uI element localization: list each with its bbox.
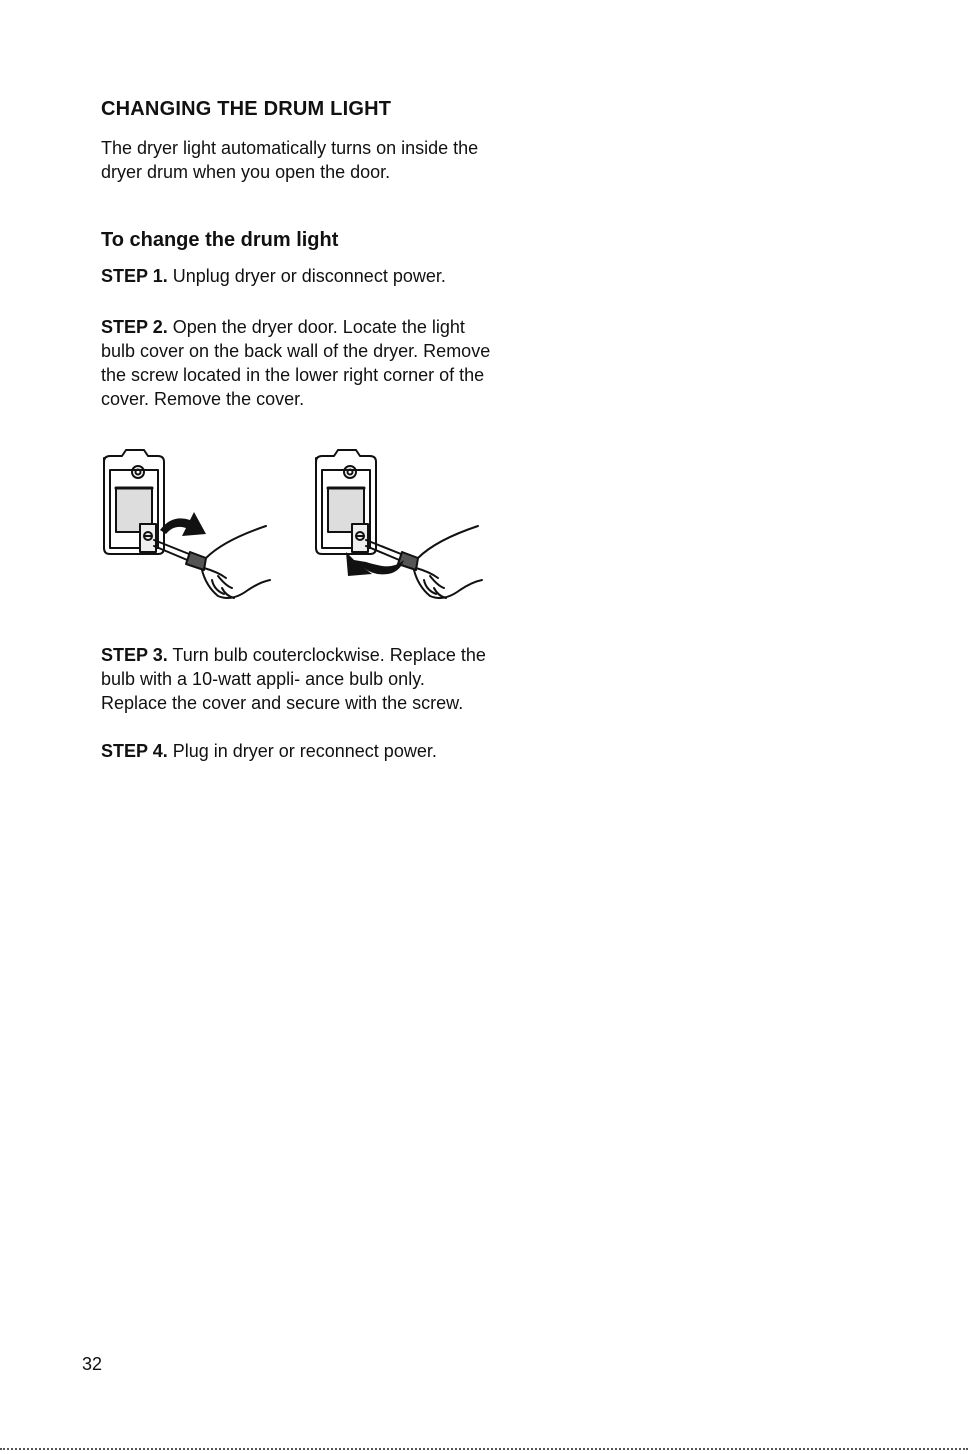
- step-4-label: STEP 4.: [101, 741, 168, 761]
- step-1: [101, 264, 491, 288]
- step-1-label: STEP 1.: [101, 266, 168, 286]
- step-3-text: Turn bulb couterclockwise. Replace the bulb with a 10-watt appli- ance bulb only. Replace the cover and secure with the screw.: [101, 645, 486, 713]
- section-heading: CHANGING THE DRUM LIGHT: [101, 98, 392, 120]
- light-cover-screw-removal-illustration: [98, 440, 278, 610]
- step-4-text: Plug in dryer or reconnect power.: [167, 741, 437, 761]
- light-cover-screw-install-illustration: [310, 440, 490, 610]
- step-1-text: Unplug dryer or disconnect power.: [167, 266, 446, 286]
- step-2-label: STEP 2.: [101, 317, 168, 337]
- step-4: [101, 739, 491, 763]
- procedure-heading: To change the drum light: [101, 229, 339, 251]
- step-3-label: STEP 3.: [101, 645, 168, 665]
- intro-paragraph: The dryer light automatically turns on inside the dryer drum when you open the door.: [101, 138, 479, 182]
- step-3: [101, 643, 491, 715]
- step-2: [101, 315, 491, 411]
- step-2-text: Open the dryer door. Locate the light bulb cover on the back wall of the dryer. Remove the screw located in the lower right corner of the cover. Remove the cover.: [101, 317, 491, 409]
- bottom-divider: [0, 1448, 968, 1450]
- page-number: 32: [82, 1354, 103, 1374]
